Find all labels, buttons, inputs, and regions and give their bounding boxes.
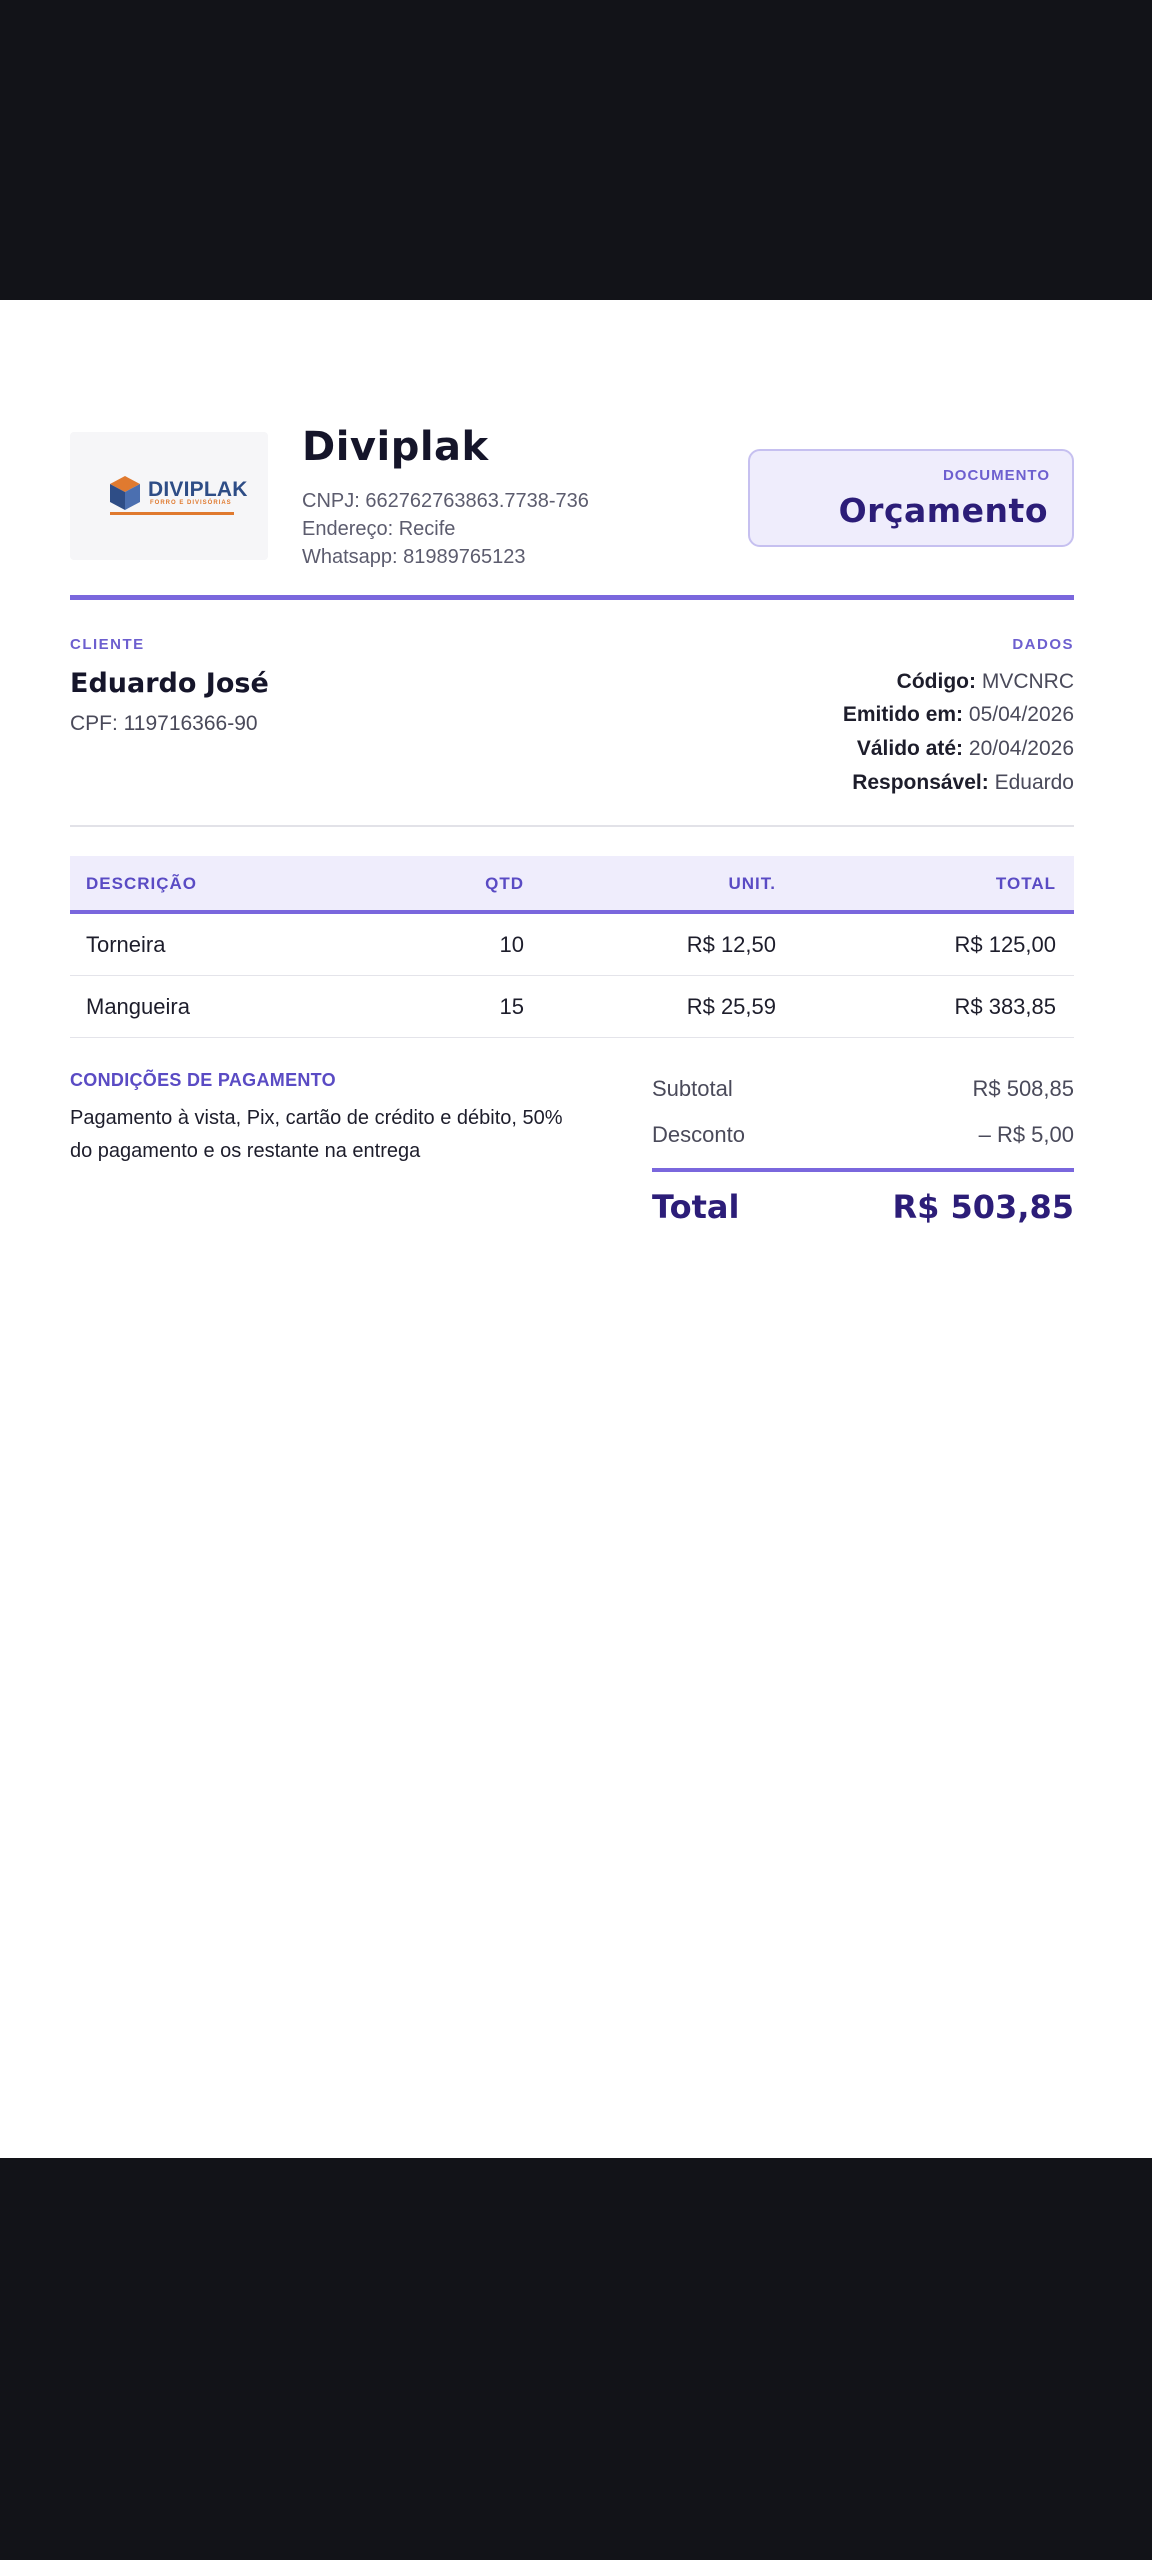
company-cnpj: CNPJ: 66276276386​3.7738-736 [302,490,589,512]
document-title: Orçamento [838,491,1048,530]
logo-tagline: FORRO E DIVISÓRIAS [150,500,232,506]
detail-responsible-value: Eduardo [994,771,1074,794]
detail-code-value: MVCNRC [981,670,1074,693]
detail-responsible [852,771,1074,795]
detail-code-key: Código: [896,670,976,693]
total-label: Total [652,1188,740,1226]
details-section-label: DADOS [1012,636,1074,653]
detail-valid-value: 20/04/2026 [968,737,1074,760]
item-total: R$ 125,00 [954,932,1056,957]
detail-issued [843,703,1074,727]
table-row [70,976,1074,1038]
logo-underline [110,512,234,515]
item-total: R$ 383,85 [954,994,1056,1019]
header-unit: UNIT. [728,874,776,893]
logo-wordmark: DIVIPLAK [148,478,248,501]
header-total: TOTAL [995,874,1056,893]
item-qty: 10 [499,932,524,957]
table-header [70,856,1074,914]
header-qty: QTD [485,874,524,893]
bottom-screen-bar [0,2158,1152,2560]
client-cpf: CPF: 119716366-90 [70,712,258,735]
quote-document [0,300,1152,2158]
item-unit: R$ 12,50 [686,932,776,957]
table-row [70,914,1074,976]
section-divider [70,825,1074,827]
company-address: Endereço: Recife [302,518,456,540]
document-type-badge [748,449,1074,547]
subtotal-label: Subtotal [652,1076,733,1101]
discount-value: – R$ 5,00 [978,1122,1074,1147]
total-divider [652,1168,1074,1172]
detail-code [897,670,1074,694]
detail-issued-value: 05/04/2026 [968,703,1074,726]
payment-terms-label: CONDIÇÕES DE PAGAMENTO [70,1070,336,1090]
header-description: DESCRIÇÃO [86,874,198,893]
detail-issued-key: Emitido em: [842,703,964,726]
items-table [70,856,1074,1038]
company-whatsapp: Whatsapp: 81989765123 [302,546,526,568]
payment-terms-text: Pagamento à vista, Pix, cartão de crédito e débito, 50% do pagamento e os restante na entrega [70,1107,563,1162]
subtotal-value: R$ 508,85 [972,1076,1074,1101]
cube-logo-icon [108,474,142,512]
detail-responsible-key: Responsável: [852,771,989,794]
item-description: Mangueira [86,994,190,1019]
company-logo [70,432,268,560]
discount-label: Desconto [652,1122,745,1147]
top-screen-bar [0,0,1152,300]
header-divider [70,595,1074,600]
item-description: Torneira [86,932,166,957]
document-label: DOCUMENTO [942,467,1050,484]
detail-valid [857,737,1074,761]
item-qty: 15 [499,994,524,1019]
company-name: Diviplak [302,424,489,470]
client-section-label: CLIENTE [70,636,145,653]
total-value: R$ 503,85 [892,1188,1074,1226]
item-unit: R$ 25,59 [686,994,776,1019]
detail-valid-key: Válido até: [856,737,964,760]
client-name: Eduardo José [70,668,269,699]
